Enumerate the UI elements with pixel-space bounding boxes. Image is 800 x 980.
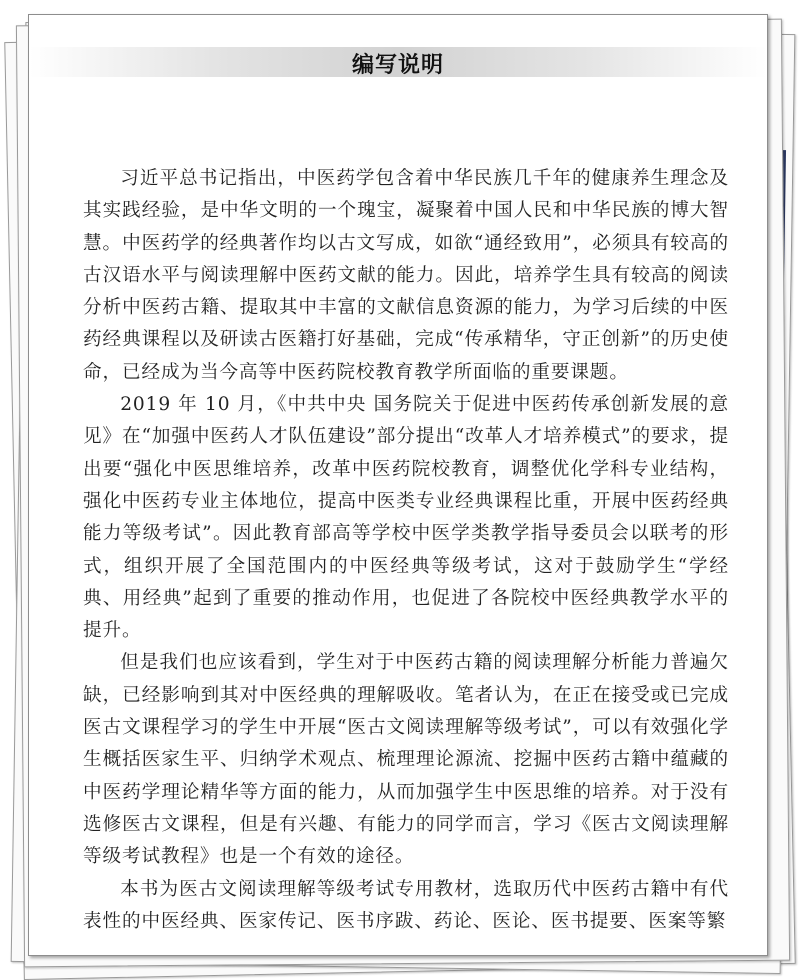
paragraph-3: 但是我们也应该看到，学生对于中医药古籍的阅读理解分析能力普遍欠缺，已经影响到其对中医经典的理解吸收。笔者认为，在正在接受或已完成医古文课程学习的学生中开展“医古文阅读理解等级考试”，可以有效强化学生概括医家生平、归纳学术观点、梳理理论源流、挖掘中医药古籍中蕴藏的中医药学理论精华等方面的能力，从而加强学生中医思维的培养。对于没有选修医古文课程，但是有兴趣、有能力的同学而言，学习《医古文阅读理解等级考试教程》也是一个有效的途径。 bbox=[83, 652, 729, 868]
page-title: 编写说明 bbox=[351, 53, 444, 78]
paragraph-2: 2019 年 10 月，《中共中央 国务院关于促进中医药传承创新发展的意见》在“加强中医药人才队伍建设”部分提出“改革人才培养模式”的要求，提出要“强化中医思维培养，改革中医药院校教育，调整优化学科专业结构，强化中医药专业主体地位，提高中医类专业经典课程比重，开展中医药经典能力等级考试”。因此教育部高等学校中医学类教学指导委员会以联考的形式，组织开展了全国范围内的中医经典等级考试，这对于鼓励学生“学经典、用经典”起到了重要的推动作用，也促进了各院校中医经典教学水平的提升。 bbox=[83, 394, 729, 642]
document-body bbox=[83, 163, 729, 938]
paragraph-4: 本书为医古文阅读理解等级考试专用教材，选取历代中医药古籍中有代表性的中医经典、医家传记、医书序跋、药论、医论、医书提要、医案等繁 bbox=[83, 878, 729, 932]
paragraph-1: 习近平总书记指出，中医药学包含着中华民族几千年的健康养生理念及其实践经验，是中华文明的一个瑰宝，凝聚着中国人民和中华民族的博大智慧。中医药学的经典著作均以古文写成，如欲“通经致用”，必须具有较高的古汉语水平与阅读理解中医药文献的能力。因此，培养学生具有较高的阅读分析中医药古籍、提取其中丰富的文献信息资源的能力，为学习后续的中医药经典课程以及研读古医籍打好基础，完成“传承精华，守正创新”的历史使命，已经成为当今高等中医药院校教育教学所面临的重要课题。 bbox=[83, 168, 729, 383]
document-page bbox=[28, 14, 768, 956]
